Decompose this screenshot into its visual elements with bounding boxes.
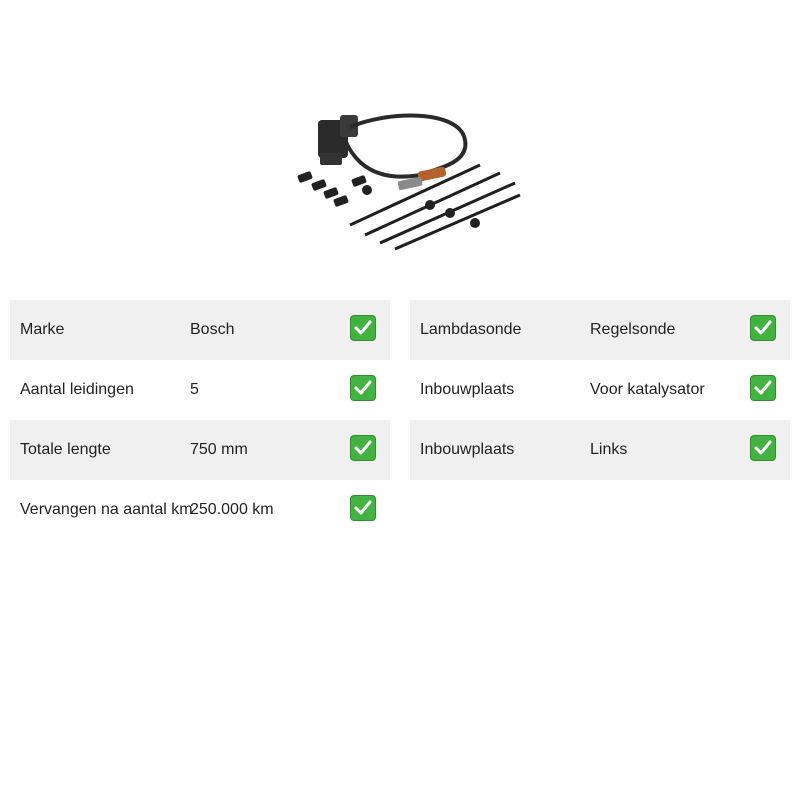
- spec-label: Aantal leidingen: [20, 381, 134, 398]
- spec-value: 5: [190, 381, 199, 398]
- spec-table-right: [410, 300, 790, 480]
- check-icon: [750, 375, 776, 401]
- check-icon: [350, 495, 376, 521]
- spec-label: Inbouwplaats: [420, 381, 515, 398]
- spec-value: Links: [590, 441, 628, 458]
- spec-row: [10, 480, 390, 540]
- spec-table-left: [10, 300, 390, 540]
- spec-label: Totale lengte: [20, 441, 111, 458]
- check-icon: [350, 435, 376, 461]
- spec-row: [410, 420, 790, 480]
- product-image: [290, 105, 525, 255]
- spec-label: Lambdasonde: [420, 321, 522, 338]
- lambda-sensor-icon: [290, 105, 525, 255]
- spec-row: [410, 300, 790, 360]
- check-icon: [750, 435, 776, 461]
- spec-value: Voor katalysator: [590, 381, 705, 398]
- spec-value: 750 mm: [190, 441, 248, 458]
- spec-value: Bosch: [190, 321, 235, 338]
- check-icon: [750, 315, 776, 341]
- check-icon: [350, 315, 376, 341]
- spec-value: 250.000 km: [190, 501, 274, 518]
- spec-row: [10, 360, 390, 420]
- spec-label: Marke: [20, 321, 65, 338]
- check-icon: [350, 375, 376, 401]
- spec-row: [10, 420, 390, 480]
- spec-value: Regelsonde: [590, 321, 676, 338]
- spec-label: Inbouwplaats: [420, 441, 515, 458]
- spec-label: Vervangen na aantal km: [20, 501, 193, 518]
- spec-row: [10, 300, 390, 360]
- spec-row: [410, 360, 790, 420]
